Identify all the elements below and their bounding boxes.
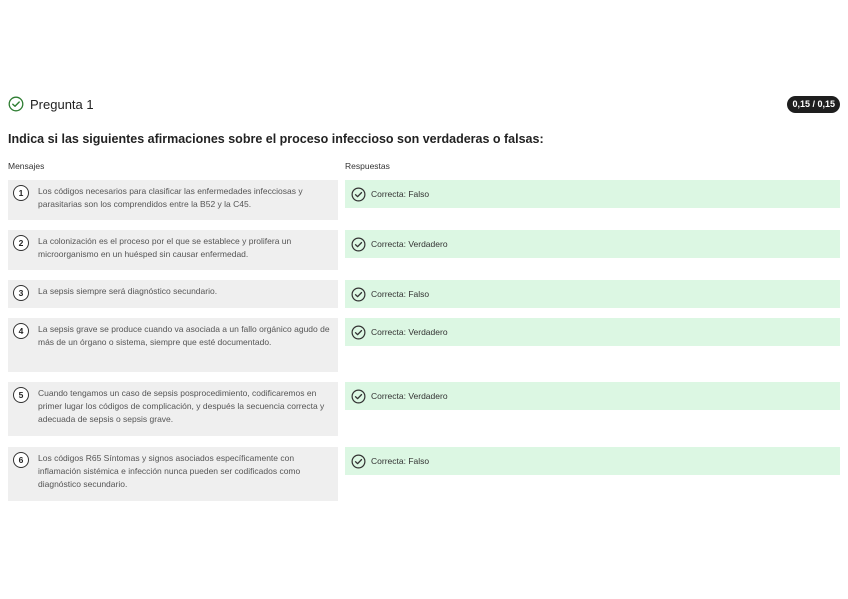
answer-text: Correcta: Verdadero — [371, 391, 448, 401]
answer-text: Correcta: Falso — [371, 456, 430, 466]
check-circle-icon — [351, 237, 366, 252]
message-text: La sepsis siempre será diagnóstico secundario. — [38, 286, 218, 296]
answer-text: Correcta: Falso — [371, 189, 430, 199]
message-item-2 — [8, 230, 338, 270]
message-item-4 — [8, 318, 338, 372]
answer-text: Correcta: Falso — [371, 289, 430, 299]
message-text: Cuando tengamos un caso de sepsis posprocedimiento, codificaremos en primer lugar los códigos de complicación, y después la secuencia correcta y adecuada de sepsis o sepsis grave. — [38, 388, 325, 424]
message-item-1 — [8, 180, 338, 220]
answer-item-6 — [345, 447, 840, 475]
message-text: La colonización es el proceso por el que se establece y prolifera un microorganismo en un huésped sin causar enfermedad. — [38, 236, 292, 259]
item-number: 6 — [13, 452, 29, 468]
check-circle-icon — [351, 325, 366, 340]
answer-item-5 — [345, 382, 840, 410]
item-number: 1 — [13, 185, 29, 201]
answers-column-header: Respuestas — [345, 161, 390, 171]
message-text: La sepsis grave se produce cuando va asociada a un fallo orgánico agudo de más de un órgano o sistema, siempre que esté documentado. — [38, 324, 330, 347]
check-circle-icon — [351, 287, 366, 302]
item-number: 4 — [13, 323, 29, 339]
message-item-5 — [8, 382, 338, 436]
message-item-3 — [8, 280, 338, 308]
message-item-6 — [8, 447, 338, 501]
check-circle-icon — [351, 454, 366, 469]
messages-column-header: Mensajes — [8, 161, 45, 171]
question-title-text: Pregunta 1 — [30, 96, 94, 112]
score-badge: 0,15 / 0,15 — [787, 96, 840, 113]
check-circle-icon — [351, 187, 366, 202]
item-number: 3 — [13, 285, 29, 301]
check-circle-icon — [351, 389, 366, 404]
check-circle-icon — [8, 96, 24, 112]
message-text: Los códigos necesarios para clasificar las enfermedades infecciosas y parasitarias son los comprendidos entre la B52 y la C45. — [38, 186, 303, 209]
answer-item-1 — [345, 180, 840, 208]
answer-text: Correcta: Verdadero — [371, 239, 448, 249]
answer-text: Correcta: Verdadero — [371, 327, 448, 337]
question-header — [8, 96, 840, 114]
item-number: 2 — [13, 235, 29, 251]
answer-item-3 — [345, 280, 840, 308]
question-title — [8, 96, 94, 112]
answer-item-4 — [345, 318, 840, 346]
item-number: 5 — [13, 387, 29, 403]
question-prompt: Indica si las siguientes afirmaciones sobre el proceso infeccioso son verdaderas o falsas: — [8, 132, 544, 146]
message-text: Los códigos R65 Síntomas y signos asociados específicamente con inflamación sistémica e infección nunca pueden ser codificados como diagnóstico secundario. — [38, 453, 301, 489]
answer-item-2 — [345, 230, 840, 258]
